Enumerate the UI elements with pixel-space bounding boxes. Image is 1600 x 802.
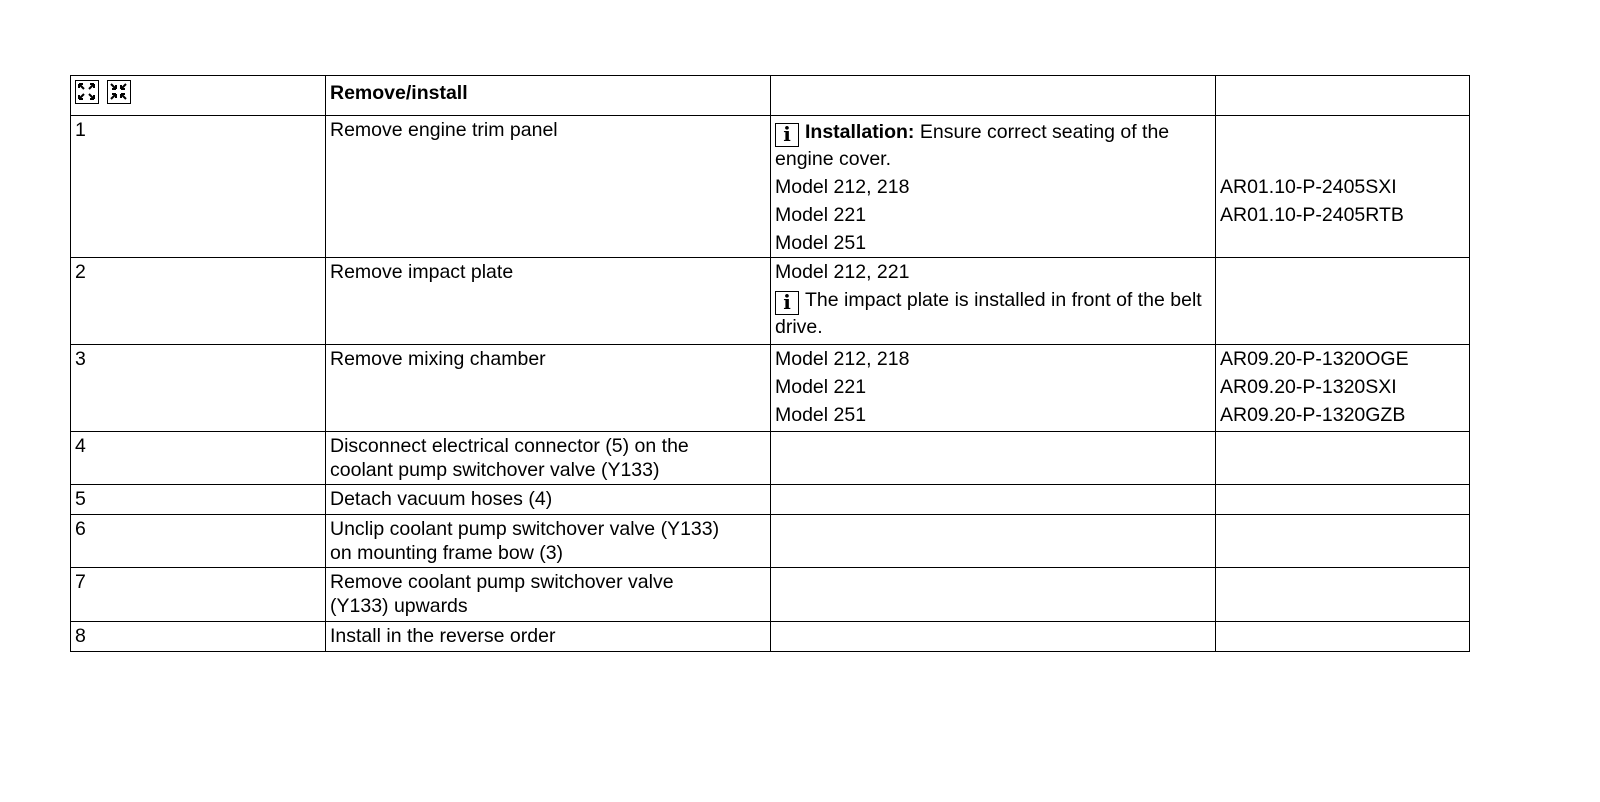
step-details (771, 345, 1216, 432)
step-details (771, 568, 1216, 622)
step-refs (1216, 515, 1470, 568)
action-line: on mounting frame bow (3) (330, 542, 564, 564)
step-number: 2 (71, 258, 326, 345)
model-line: Model 221 (775, 204, 867, 226)
step-number: 7 (71, 568, 326, 622)
model-line: Model 251 (775, 404, 867, 426)
model-line: Model 212, 218 (775, 176, 910, 198)
reference-link[interactable]: AR01.10-P-2405RTB (1220, 204, 1404, 226)
step-action: Detach vacuum hoses (4) (326, 485, 771, 515)
action-line: coolant pump switchover valve (Y133) (330, 459, 660, 481)
info-icon: i (775, 123, 799, 147)
step-number: 8 (71, 622, 326, 652)
table-row (71, 515, 1470, 568)
step-action (326, 432, 771, 485)
step-number: 3 (71, 345, 326, 432)
step-refs (1216, 622, 1470, 652)
table-row (71, 258, 1470, 345)
step-details (771, 515, 1216, 568)
note-text: The impact plate is installed in front of the belt drive. (775, 289, 1202, 338)
table-row (71, 116, 1470, 258)
reference-link[interactable]: AR01.10-P-2405SXI (1220, 176, 1397, 198)
expand-icon[interactable] (75, 80, 99, 104)
collapse-icon[interactable] (107, 80, 131, 104)
reference-link[interactable]: AR09.20-P-1320GZB (1220, 404, 1406, 426)
step-number: 5 (71, 485, 326, 515)
step-details (771, 622, 1216, 652)
step-action: Remove impact plate (326, 258, 771, 345)
step-number: 6 (71, 515, 326, 568)
info-icon: i (775, 291, 799, 315)
step-refs (1216, 568, 1470, 622)
header-icons-cell (71, 76, 326, 116)
note-text: Ensure correct seating of the engine cover. (775, 121, 1170, 170)
step-details (771, 432, 1216, 485)
step-action: Install in the reverse order (326, 622, 771, 652)
action-line: Remove coolant pump switchover valve (330, 571, 674, 593)
step-details (771, 116, 1216, 258)
header-empty-cell (771, 76, 1216, 116)
model-line: Model 212, 218 (775, 348, 910, 370)
step-action: Remove engine trim panel (326, 116, 771, 258)
step-action (326, 515, 771, 568)
step-details (771, 258, 1216, 345)
table-row (71, 622, 1470, 652)
table-row (71, 345, 1470, 432)
table-header-row (71, 76, 1470, 116)
step-number: 4 (71, 432, 326, 485)
table-row (71, 485, 1470, 515)
procedure-table (70, 75, 1470, 652)
step-action: Remove mixing chamber (326, 345, 771, 432)
step-action (326, 568, 771, 622)
step-refs (1216, 116, 1470, 258)
step-refs (1216, 345, 1470, 432)
reference-link[interactable]: AR09.20-P-1320SXI (1220, 376, 1397, 398)
installation-note (775, 116, 1211, 173)
action-line: Unclip coolant pump switchover valve (Y133) (330, 518, 720, 540)
impact-plate-note (775, 286, 1211, 341)
action-line: (Y133) upwards (330, 595, 468, 617)
note-label: Installation: (805, 121, 915, 143)
header-empty-cell (1216, 76, 1470, 116)
model-line: Model 221 (775, 376, 867, 398)
step-refs (1216, 432, 1470, 485)
model-line: Model 251 (775, 232, 867, 254)
action-line: Disconnect electrical connector (5) on the (330, 435, 689, 457)
reference-link[interactable]: AR09.20-P-1320OGE (1220, 348, 1409, 370)
step-refs (1216, 485, 1470, 515)
step-details (771, 485, 1216, 515)
table-row (71, 432, 1470, 485)
model-line: Model 212, 221 (775, 261, 910, 283)
step-number: 1 (71, 116, 326, 258)
table-row (71, 568, 1470, 622)
header-title: Remove/install (326, 76, 771, 116)
step-refs (1216, 258, 1470, 345)
